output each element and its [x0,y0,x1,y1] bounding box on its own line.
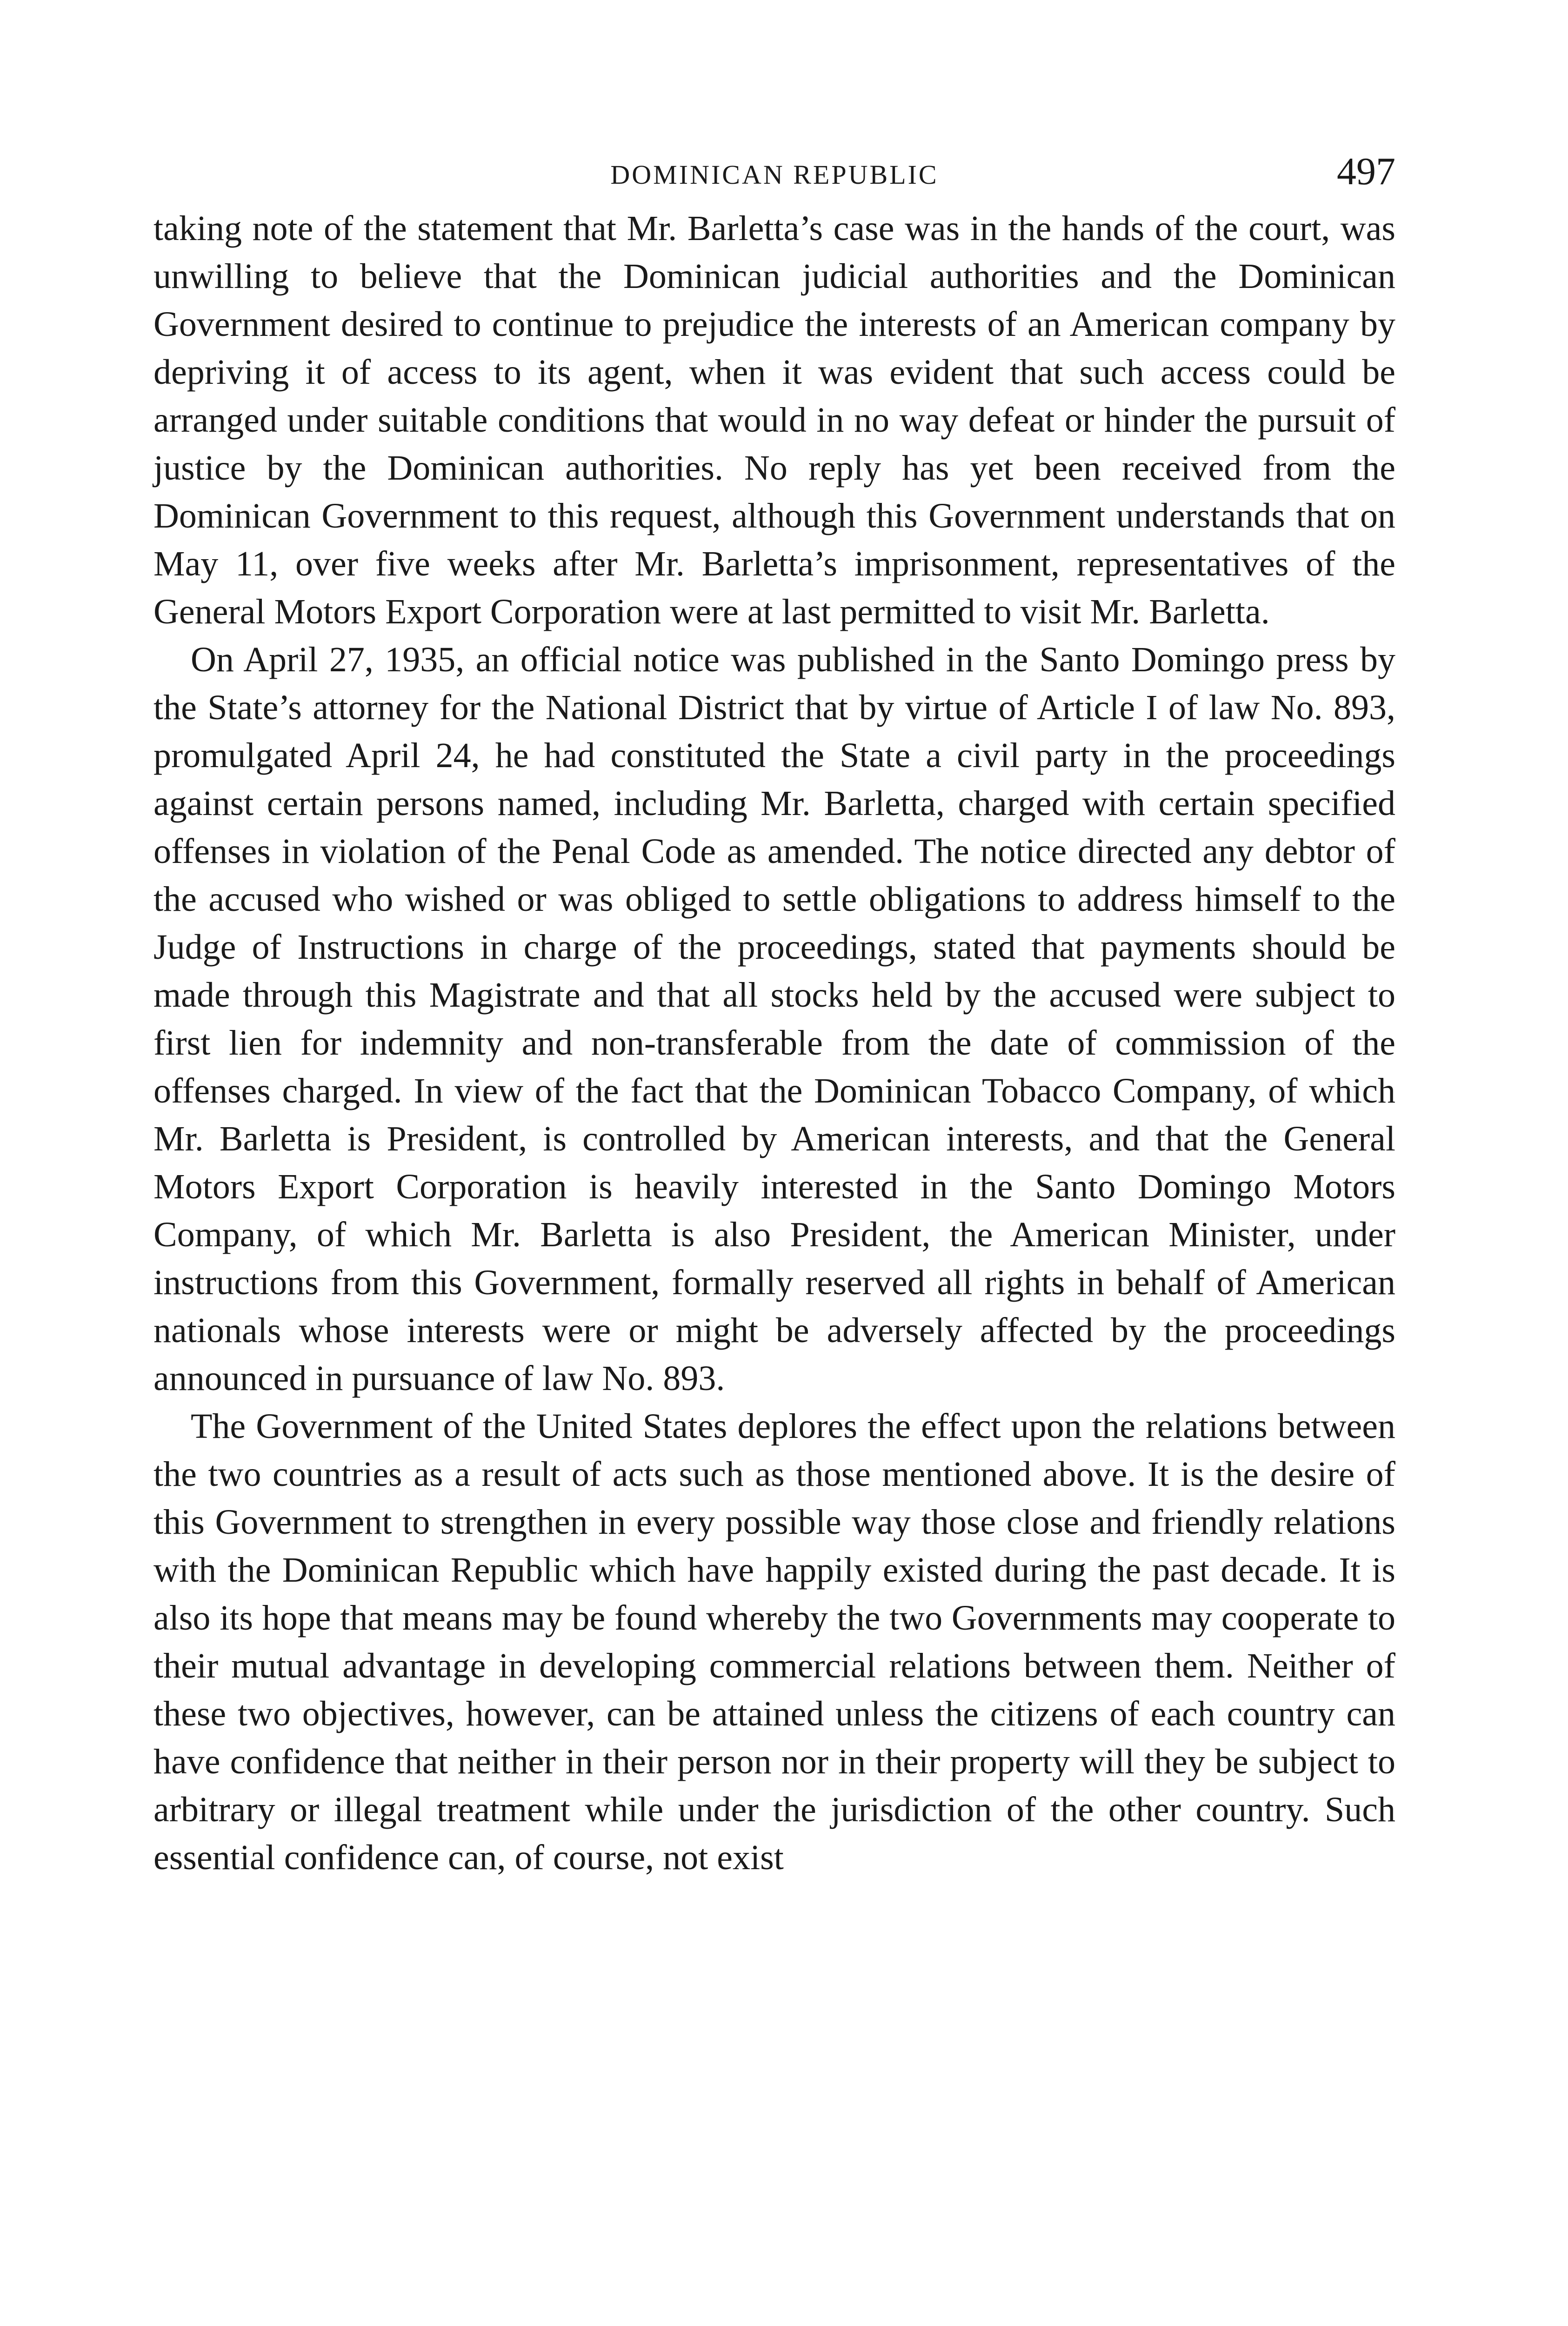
page-number: 497 [1337,150,1395,193]
running-head [153,149,1395,205]
body-text [153,205,1395,1882]
document-page [153,149,1395,1882]
paragraph: The Government of the United States deplores the effect upon the relations between the two countries as a result of acts such as those mentioned above. It is the desire of this Government to strengthen in every possible way those close and friendly relations with the Dominican Republic which have happily existed during the past decade. It is also its hope that means may be found whereby the two Governments may cooperate to their mutual advantage in developing commercial relations between them. Neither of these two objectives, however, can be attained unless the citizens of each country can have confidence that neither in their person nor in their property will they be subject to arbitrary or illegal treatment while under the jurisdiction of the other country. Such essential confidence can, of course, not exist [153,1407,1395,1877]
running-title: DOMINICAN REPUBLIC [610,160,939,190]
paragraph: On April 27, 1935, an official notice was published in the Santo Domingo press by the State’s attorney for the National District that by virtue of Article I of law No. 893, promulgated April 24, he had constituted the State a civil party in the proceedings against certain persons named, including Mr. Barletta, charged with certain specified offenses in violation of the Penal Code as amended. The notice directed any debtor of the accused who wished or was obliged to settle obligations to address himself to the Judge of Instructions in charge of the proceedings, stated that payments should be made through this Magistrate and that all stocks held by the accused were subject to first lien for indemnity and non-transferable from the date of commission of the offenses charged. In view of the fact that the Dominican Tobacco Company, of which Mr. Barletta is President, is controlled by American interests, and that the General Motors Export Corporation is heavily interested in the Santo Domingo Motors Company, of which Mr. Barletta is also President, the American Minister, under instructions from this Government, formally reserved all rights in behalf of American nationals whose interests were or might be adversely affected by the proceedings announced in pursuance of law No. 893. [153,640,1395,1398]
paragraph-continued: taking note of the statement that Mr. Barletta’s case was in the hands of the court, was unwilling to believe that the Dominican judicial authorities and the Dominican Government desired to continue to prejudice the interests of an American company by depriving it of access to its agent, when it was evident that such access could be arranged under suitable conditions that would in no way defeat or hinder the pursuit of justice by the Dominican authorities. No reply has yet been received from the Dominican Government to this request, although this Government understands that on May 11, over five weeks after Mr. Barletta’s imprisonment, representatives of the General Motors Export Corporation were at last permitted to visit Mr. Barletta. [153,209,1395,631]
